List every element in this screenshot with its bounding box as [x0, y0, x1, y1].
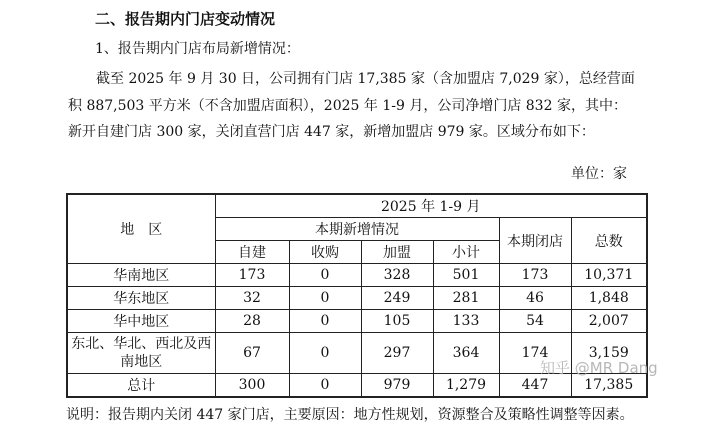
- new-group-header: 本期新增情况: [215, 218, 499, 241]
- table-row: [67, 264, 647, 287]
- col-franchise-header: 加盟: [361, 241, 433, 264]
- col-self-header: 自建: [215, 241, 289, 264]
- region-cell: 东北、华北、西北及西南地区: [67, 333, 215, 374]
- total-cell: 3,159: [571, 333, 647, 374]
- unit-label: 单位：家: [571, 166, 627, 182]
- region-cell: 华南地区: [67, 264, 215, 287]
- region-cell: 华中地区: [67, 310, 215, 333]
- total-cell: 10,371: [571, 264, 647, 287]
- closed-cell: 173: [499, 264, 571, 287]
- total-cell: 2,007: [571, 310, 647, 333]
- subtotal-cell: 1,279: [433, 374, 499, 398]
- closed-cell: 46: [499, 287, 571, 310]
- acq-cell: 0: [289, 287, 361, 310]
- region-header: 地 区: [67, 194, 215, 264]
- footnote: 说明：报告期内关闭 447 家门店，主要原因：地方性规划，资源整合及策略性调整等因素。: [66, 407, 634, 423]
- acq-cell: 0: [289, 333, 361, 374]
- franchise-cell: 328: [361, 264, 433, 287]
- self-cell: 173: [215, 264, 289, 287]
- subtotal-cell: 501: [433, 264, 499, 287]
- franchise-cell: 297: [361, 333, 433, 374]
- region-cell: 华东地区: [67, 287, 215, 310]
- self-cell: 28: [215, 310, 289, 333]
- subtotal-cell: 133: [433, 310, 499, 333]
- closed-cell: 174: [499, 333, 571, 374]
- franchise-cell: 105: [361, 310, 433, 333]
- total-header: 总数: [571, 218, 647, 264]
- table-row: [67, 287, 647, 310]
- table-row: [67, 310, 647, 333]
- total-cell: 1,848: [571, 287, 647, 310]
- franchise-cell: 249: [361, 287, 433, 310]
- summary-paragraph: 截至 2025 年 9 月 30 日，公司拥有门店 17,385 家（含加盟店 7,029 家），总经营面积 887,503 平方米（不含加盟店面积），2025 年 1-9 月，公司净增门店 832 家，其中：新开自建门店 300 家，关闭直营门店 447 家，新增加盟店 979 家。区域分布如下：: [68, 71, 635, 140]
- self-cell: 67: [215, 333, 289, 374]
- subtotal-cell: 364: [433, 333, 499, 374]
- acq-cell: 0: [289, 264, 361, 287]
- subtotal-cell: 281: [433, 287, 499, 310]
- self-cell: 300: [215, 374, 289, 398]
- self-cell: 32: [215, 287, 289, 310]
- col-acq-header: 收购: [289, 241, 361, 264]
- closed-header: 本期闭店: [499, 218, 571, 264]
- sub-heading: 1、报告期内门店布局新增情况：: [95, 41, 300, 57]
- region-cell: 总计: [67, 374, 215, 398]
- franchise-cell: 979: [361, 374, 433, 398]
- acq-cell: 0: [289, 374, 361, 398]
- section-heading: 二、报告期内门店变动情况: [95, 10, 276, 28]
- closed-cell: 54: [499, 310, 571, 333]
- acq-cell: 0: [289, 310, 361, 333]
- total-cell: 17,385: [571, 374, 647, 398]
- closed-cell: 447: [499, 374, 571, 398]
- col-subtotal-header: 小计: [433, 241, 499, 264]
- period-header: 2025 年 1-9 月: [215, 194, 647, 218]
- watermark: 知乎 @MR Dang: [540, 359, 658, 377]
